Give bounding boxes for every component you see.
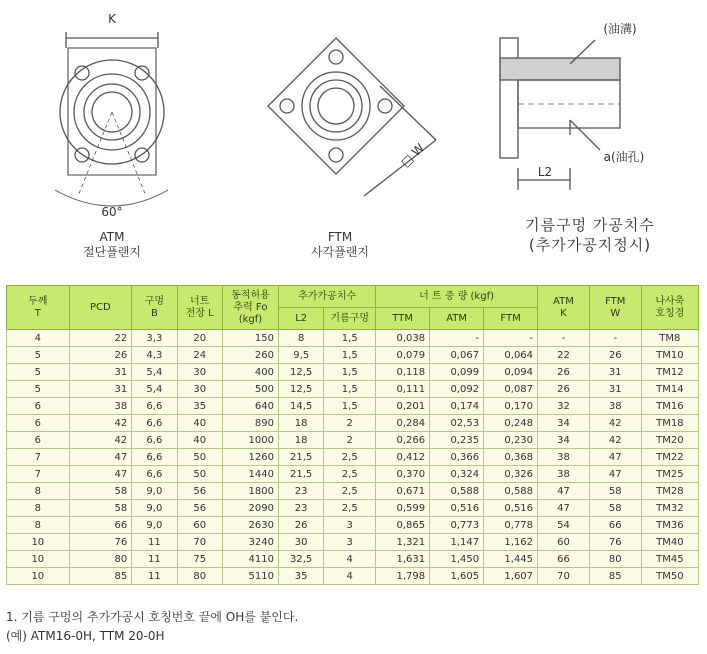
table-cell: 85	[69, 568, 132, 585]
table-cell: 0,865	[376, 517, 430, 534]
header-nut-length: 너트 전장 L	[177, 286, 222, 330]
table-cell: 4	[7, 330, 70, 347]
table-cell: 0,067	[430, 347, 484, 364]
table-cell: 31	[589, 364, 641, 381]
table-cell: -	[430, 330, 484, 347]
table-cell: 1440	[222, 466, 278, 483]
header-t: 두께 T	[7, 286, 70, 330]
table-cell: 60	[538, 534, 590, 551]
table-cell: TM22	[641, 449, 698, 466]
table-cell: 1,607	[484, 568, 538, 585]
table-cell: 4,3	[132, 347, 177, 364]
groove-dim-l2: L2	[537, 165, 553, 179]
table-cell: 150	[222, 330, 278, 347]
table-cell: 7	[7, 466, 70, 483]
table-cell: 6	[7, 398, 70, 415]
table-cell: 47	[589, 449, 641, 466]
header-nut-weight: 너 트 중 량 (kgf)	[376, 286, 538, 308]
table-cell: 9,0	[132, 483, 177, 500]
table-cell: 1,450	[430, 551, 484, 568]
table-cell: 4	[324, 568, 376, 585]
note-line-1: 1. 기름 구멍의 추가가공시 호칭번호 끝에 OH를 붙인다.	[6, 610, 299, 624]
table-cell: 0,516	[484, 500, 538, 517]
table-cell: 6	[7, 432, 70, 449]
table-row	[7, 483, 699, 500]
table-cell: 8	[7, 517, 70, 534]
table-cell: 6,6	[132, 432, 177, 449]
table-cell: 260	[222, 347, 278, 364]
table-cell: 6,6	[132, 415, 177, 432]
header-atm: ATM	[430, 308, 484, 330]
header-load: 동적허용 추력 Fo (kgf)	[222, 286, 278, 330]
table-cell: 40	[177, 415, 222, 432]
table-cell: 1260	[222, 449, 278, 466]
table-cell: 10	[7, 551, 70, 568]
table-cell: 22	[538, 347, 590, 364]
table-cell: 500	[222, 381, 278, 398]
table-cell: 0,368	[484, 449, 538, 466]
table-cell: 3	[324, 517, 376, 534]
table-cell: 30	[177, 381, 222, 398]
table-cell: 6,6	[132, 398, 177, 415]
table-cell: TM12	[641, 364, 698, 381]
table-cell: 1,5	[324, 347, 376, 364]
table-cell: 47	[538, 483, 590, 500]
table-cell: 0,599	[376, 500, 430, 517]
table-row	[7, 330, 699, 347]
ftm-flange-drawing	[268, 38, 436, 196]
table-cell: -	[538, 330, 590, 347]
table-cell: 0,773	[430, 517, 484, 534]
header-ttm: TTM	[376, 308, 430, 330]
table-cell: 0,248	[484, 415, 538, 432]
table-cell: 10	[7, 534, 70, 551]
table-cell: 0,094	[484, 364, 538, 381]
table-cell: 4110	[222, 551, 278, 568]
table-cell: TM14	[641, 381, 698, 398]
table-cell: 0,588	[430, 483, 484, 500]
table-cell: 2,5	[324, 449, 376, 466]
table-row	[7, 381, 699, 398]
table-cell: 30	[279, 534, 324, 551]
table-cell: 80	[177, 568, 222, 585]
table-cell: 1,321	[376, 534, 430, 551]
table-cell: 18	[279, 415, 324, 432]
table-row	[7, 398, 699, 415]
table-cell: 18	[279, 432, 324, 449]
table-cell: 2630	[222, 517, 278, 534]
table-cell: 12,5	[279, 364, 324, 381]
table-cell: 9,5	[279, 347, 324, 364]
table-row	[7, 466, 699, 483]
table-cell: 2,5	[324, 500, 376, 517]
table-cell: 26	[538, 364, 590, 381]
table-cell: 26	[589, 347, 641, 364]
table-cell: 1,631	[376, 551, 430, 568]
table-cell: 0,038	[376, 330, 430, 347]
table-cell: 0,778	[484, 517, 538, 534]
table-cell: 400	[222, 364, 278, 381]
table-row	[7, 568, 699, 585]
table-cell: 75	[177, 551, 222, 568]
note-line-2: (예) ATM16-0H, TTM 20-0H	[6, 629, 165, 643]
table-cell: 0,324	[430, 466, 484, 483]
table-cell: 80	[589, 551, 641, 568]
table-cell: 5,4	[132, 364, 177, 381]
atm-dim-angle: 60°	[101, 205, 123, 219]
table-cell: 58	[589, 500, 641, 517]
table-cell: TM45	[641, 551, 698, 568]
table-cell: 70	[177, 534, 222, 551]
table-cell: 0,092	[430, 381, 484, 398]
atm-subtitle: 절단플랜지	[83, 245, 141, 259]
table-cell: 47	[589, 466, 641, 483]
header-thread: 나사축 호칭경	[641, 286, 698, 330]
table-cell: 47	[69, 466, 132, 483]
table-cell: 0,230	[484, 432, 538, 449]
notes	[6, 608, 298, 646]
spec-table-body	[7, 330, 699, 585]
table-cell: 23	[279, 500, 324, 517]
table-cell: 0,174	[430, 398, 484, 415]
ftm-dim-w: □ W	[398, 140, 428, 170]
groove-title: 기름구멍 가공치수	[525, 216, 655, 234]
table-cell: 0,588	[484, 483, 538, 500]
table-cell: 56	[177, 483, 222, 500]
table-cell: 76	[589, 534, 641, 551]
table-cell: 42	[589, 415, 641, 432]
table-cell: 66	[538, 551, 590, 568]
ftm-name: FTM	[327, 230, 353, 244]
table-cell: 3,3	[132, 330, 177, 347]
oil-hole-label: a(油孔)	[603, 150, 645, 164]
table-cell: 0,064	[484, 347, 538, 364]
table-cell: 9,0	[132, 517, 177, 534]
table-cell: 21,5	[279, 466, 324, 483]
table-cell: 0,516	[430, 500, 484, 517]
drawings-area	[0, 0, 707, 282]
header-l2: L2	[279, 308, 324, 330]
table-cell: 24	[177, 347, 222, 364]
table-cell: 50	[177, 449, 222, 466]
table-cell: 2,5	[324, 466, 376, 483]
table-cell: 1,798	[376, 568, 430, 585]
table-cell: 54	[538, 517, 590, 534]
table-cell: 2090	[222, 500, 278, 517]
table-cell: 0,370	[376, 466, 430, 483]
table-cell: 26	[279, 517, 324, 534]
atm-dim-k: K	[108, 12, 116, 26]
table-cell: 30	[177, 364, 222, 381]
table-cell: TM10	[641, 347, 698, 364]
table-cell: 2	[324, 415, 376, 432]
table-cell: 1,605	[430, 568, 484, 585]
table-row	[7, 364, 699, 381]
table-row	[7, 415, 699, 432]
table-cell: 47	[538, 500, 590, 517]
table-cell: 3	[324, 534, 376, 551]
table-cell: 85	[589, 568, 641, 585]
table-cell: 58	[69, 500, 132, 517]
table-cell: 0,170	[484, 398, 538, 415]
table-cell: 0,201	[376, 398, 430, 415]
table-cell: 47	[69, 449, 132, 466]
table-row	[7, 534, 699, 551]
table-cell: TM18	[641, 415, 698, 432]
table-cell: 6,6	[132, 449, 177, 466]
table-cell: 76	[69, 534, 132, 551]
table-cell: TM36	[641, 517, 698, 534]
table-cell: 42	[69, 432, 132, 449]
table-cell: 32	[538, 398, 590, 415]
table-cell: 21,5	[279, 449, 324, 466]
table-cell: 1,5	[324, 330, 376, 347]
table-cell: 2	[324, 432, 376, 449]
table-cell: 34	[538, 415, 590, 432]
table-cell: 0,099	[430, 364, 484, 381]
table-cell: 1,5	[324, 381, 376, 398]
table-cell: TM20	[641, 432, 698, 449]
table-cell: 42	[589, 432, 641, 449]
table-cell: 40	[177, 432, 222, 449]
table-cell: 0,671	[376, 483, 430, 500]
table-cell: TM28	[641, 483, 698, 500]
table-cell: 1,5	[324, 364, 376, 381]
table-row	[7, 449, 699, 466]
table-cell: 890	[222, 415, 278, 432]
atm-name: ATM	[99, 230, 125, 244]
table-row	[7, 517, 699, 534]
table-cell: 34	[538, 432, 590, 449]
table-cell: TM32	[641, 500, 698, 517]
table-cell: 0,266	[376, 432, 430, 449]
table-cell: 66	[589, 517, 641, 534]
table-cell: 11	[132, 568, 177, 585]
table-cell: 66	[69, 517, 132, 534]
table-cell: 8	[279, 330, 324, 347]
table-cell: 6,6	[132, 466, 177, 483]
table-cell: 38	[538, 449, 590, 466]
table-cell: 31	[589, 381, 641, 398]
table-cell: 35	[279, 568, 324, 585]
table-cell: 32,5	[279, 551, 324, 568]
spec-table	[6, 285, 699, 585]
header-oil-hole: 기름구멍	[324, 308, 376, 330]
header-pcd: PCD	[69, 286, 132, 330]
table-cell: TM16	[641, 398, 698, 415]
table-cell: 5,4	[132, 381, 177, 398]
atm-flange-drawing	[55, 32, 168, 206]
groove-section-drawing	[500, 38, 620, 190]
table-row	[7, 347, 699, 364]
table-cell: 12,5	[279, 381, 324, 398]
table-cell: 1,5	[324, 398, 376, 415]
table-cell: 6	[7, 415, 70, 432]
table-cell: 0,366	[430, 449, 484, 466]
table-cell: 5	[7, 364, 70, 381]
table-cell: 1,445	[484, 551, 538, 568]
table-cell: 2,5	[324, 483, 376, 500]
table-cell: 0,412	[376, 449, 430, 466]
table-cell: 1,162	[484, 534, 538, 551]
table-cell: 35	[177, 398, 222, 415]
table-cell: 1800	[222, 483, 278, 500]
table-cell: -	[484, 330, 538, 347]
table-cell: TM25	[641, 466, 698, 483]
table-cell: 23	[279, 483, 324, 500]
table-cell: 58	[69, 483, 132, 500]
table-cell: 5110	[222, 568, 278, 585]
table-cell: 8	[7, 483, 70, 500]
header-ftm: FTM	[484, 308, 538, 330]
header-ftm-w: FTM W	[589, 286, 641, 330]
table-cell: 1,147	[430, 534, 484, 551]
table-cell: 42	[69, 415, 132, 432]
table-cell: 5	[7, 347, 70, 364]
table-cell: 58	[589, 483, 641, 500]
groove-subtitle: (추가가공지정시)	[528, 236, 652, 254]
ftm-subtitle: 사각플랜지	[311, 245, 369, 259]
table-cell: 80	[69, 551, 132, 568]
table-cell: 1000	[222, 432, 278, 449]
table-cell: 02,53	[430, 415, 484, 432]
table-cell: 70	[538, 568, 590, 585]
table-cell: 0,235	[430, 432, 484, 449]
table-cell: 9,0	[132, 500, 177, 517]
table-cell: 0,118	[376, 364, 430, 381]
table-cell: 0,087	[484, 381, 538, 398]
header-b: 구멍 B	[132, 286, 177, 330]
table-cell: 0,326	[484, 466, 538, 483]
table-cell: 38	[69, 398, 132, 415]
table-cell: -	[589, 330, 641, 347]
table-row	[7, 551, 699, 568]
table-cell: 50	[177, 466, 222, 483]
table-cell: 0,284	[376, 415, 430, 432]
table-row	[7, 432, 699, 449]
table-cell: 31	[69, 364, 132, 381]
table-cell: 640	[222, 398, 278, 415]
oil-groove-label: (油溝)	[603, 22, 637, 36]
table-cell: 0,111	[376, 381, 430, 398]
table-cell: 10	[7, 568, 70, 585]
table-cell: 11	[132, 534, 177, 551]
table-cell: 31	[69, 381, 132, 398]
table-cell: 11	[132, 551, 177, 568]
table-cell: 22	[69, 330, 132, 347]
table-cell: 5	[7, 381, 70, 398]
table-cell: 3240	[222, 534, 278, 551]
table-cell: TM40	[641, 534, 698, 551]
table-cell: 7	[7, 449, 70, 466]
table-cell: 38	[538, 466, 590, 483]
table-cell: 26	[69, 347, 132, 364]
table-cell: 0,079	[376, 347, 430, 364]
table-cell: 8	[7, 500, 70, 517]
table-cell: TM50	[641, 568, 698, 585]
header-extra-machining: 추가가공치수	[279, 286, 376, 308]
table-cell: 4	[324, 551, 376, 568]
table-cell: 26	[538, 381, 590, 398]
table-cell: TM8	[641, 330, 698, 347]
table-cell: 14,5	[279, 398, 324, 415]
table-cell: 38	[589, 398, 641, 415]
header-atm-k: ATM K	[538, 286, 590, 330]
table-cell: 20	[177, 330, 222, 347]
table-cell: 60	[177, 517, 222, 534]
table-row	[7, 500, 699, 517]
table-cell: 56	[177, 500, 222, 517]
